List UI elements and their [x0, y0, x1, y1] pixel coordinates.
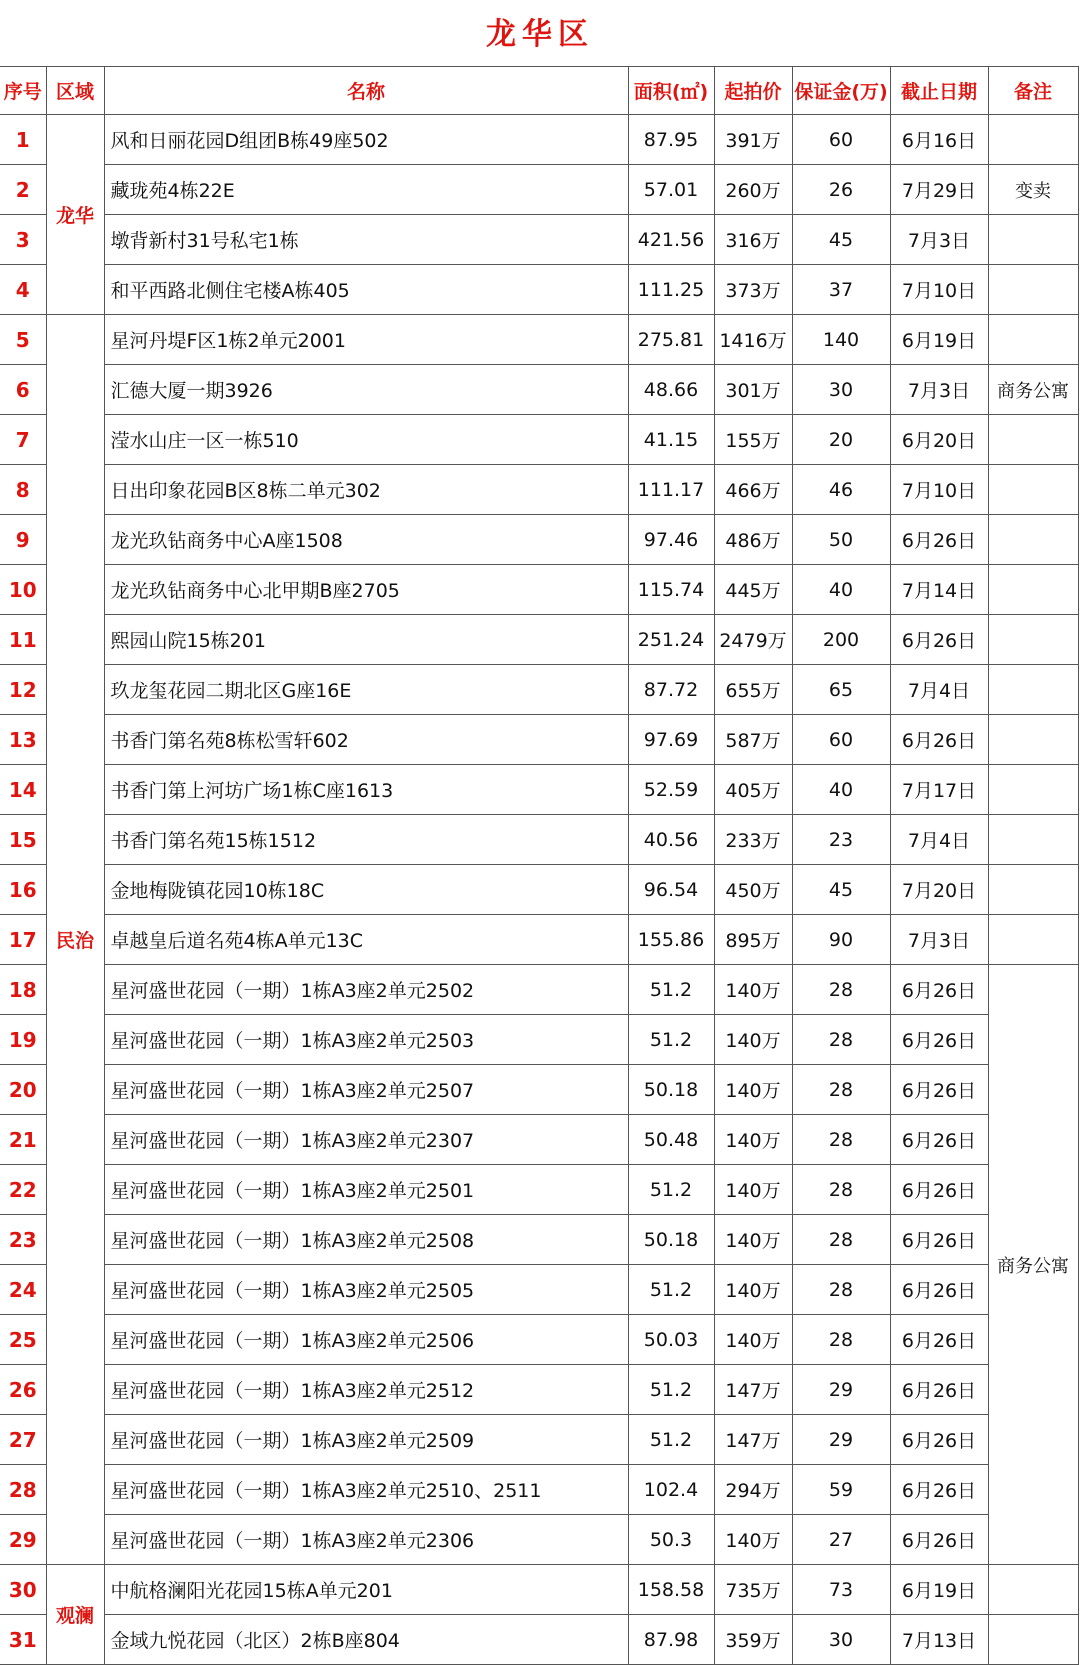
deposit-cell: 65	[792, 665, 890, 715]
table-row	[0, 1215, 1078, 1265]
row-number: 17	[0, 915, 46, 965]
area-cell: 51.2	[628, 1015, 714, 1065]
table-row	[0, 1115, 1078, 1165]
price-cell: 140万	[714, 1315, 792, 1365]
deadline-cell: 6月19日	[890, 1565, 988, 1615]
note-cell	[988, 565, 1078, 615]
deadline-cell: 6月26日	[890, 1215, 988, 1265]
row-number: 1	[0, 115, 46, 165]
table-row	[0, 965, 1078, 1015]
table-row	[0, 615, 1078, 665]
deposit-cell: 45	[792, 215, 890, 265]
price-cell: 140万	[714, 1015, 792, 1065]
table-row	[0, 315, 1078, 365]
row-number: 20	[0, 1065, 46, 1115]
table-row	[0, 565, 1078, 615]
deposit-cell: 20	[792, 415, 890, 465]
deadline-cell: 6月26日	[890, 615, 988, 665]
area-cell: 51.2	[628, 1265, 714, 1315]
property-name: 星河盛世花园（一期）1栋A3座2单元2501	[104, 1165, 628, 1215]
deadline-cell: 6月26日	[890, 1165, 988, 1215]
row-number: 15	[0, 815, 46, 865]
area-cell: 50.48	[628, 1115, 714, 1165]
header-cell: 面积(㎡)	[628, 67, 714, 115]
deposit-cell: 90	[792, 915, 890, 965]
table-row	[0, 1015, 1078, 1065]
area-cell: 102.4	[628, 1465, 714, 1515]
price-cell: 655万	[714, 665, 792, 715]
area-cell: 52.59	[628, 765, 714, 815]
district-cell: 龙华	[46, 115, 104, 315]
auction-table	[0, 66, 1079, 1665]
note-cell	[988, 765, 1078, 815]
header-cell: 序号	[0, 67, 46, 115]
deadline-cell: 6月26日	[890, 965, 988, 1015]
note-cell	[988, 265, 1078, 315]
deadline-cell: 6月26日	[890, 515, 988, 565]
deadline-cell: 7月3日	[890, 915, 988, 965]
property-name: 星河盛世花园（一期）1栋A3座2单元2512	[104, 1365, 628, 1415]
deposit-cell: 27	[792, 1515, 890, 1565]
row-number: 24	[0, 1265, 46, 1315]
deposit-cell: 60	[792, 115, 890, 165]
table-row	[0, 465, 1078, 515]
area-cell: 87.72	[628, 665, 714, 715]
area-cell: 115.74	[628, 565, 714, 615]
deposit-cell: 23	[792, 815, 890, 865]
row-number: 8	[0, 465, 46, 515]
note-cell	[988, 665, 1078, 715]
row-number: 26	[0, 1365, 46, 1415]
row-number: 11	[0, 615, 46, 665]
row-number: 4	[0, 265, 46, 315]
area-cell: 40.56	[628, 815, 714, 865]
table-row	[0, 1165, 1078, 1215]
price-cell: 486万	[714, 515, 792, 565]
deposit-cell: 30	[792, 1615, 890, 1665]
table-row	[0, 1465, 1078, 1515]
row-number: 21	[0, 1115, 46, 1165]
price-cell: 140万	[714, 1265, 792, 1315]
property-name: 和平西路北侧住宅楼A栋405	[104, 265, 628, 315]
deadline-cell: 6月26日	[890, 1265, 988, 1315]
property-name: 滢水山庄一区一栋510	[104, 415, 628, 465]
note-cell	[988, 865, 1078, 915]
deadline-cell: 6月26日	[890, 1465, 988, 1515]
property-name: 星河盛世花园（一期）1栋A3座2单元2506	[104, 1315, 628, 1365]
price-cell: 1416万	[714, 315, 792, 365]
note-cell	[988, 215, 1078, 265]
deposit-cell: 29	[792, 1415, 890, 1465]
deposit-cell: 29	[792, 1365, 890, 1415]
deposit-cell: 60	[792, 715, 890, 765]
table-row	[0, 365, 1078, 415]
property-name: 星河盛世花园（一期）1栋A3座2单元2307	[104, 1115, 628, 1165]
note-cell	[988, 615, 1078, 665]
deposit-cell: 73	[792, 1565, 890, 1615]
note-cell: 变卖	[988, 165, 1078, 215]
price-cell: 140万	[714, 1165, 792, 1215]
table-row	[0, 1365, 1078, 1415]
row-number: 12	[0, 665, 46, 715]
area-cell: 158.58	[628, 1565, 714, 1615]
row-number: 2	[0, 165, 46, 215]
note-cell	[988, 715, 1078, 765]
deposit-cell: 37	[792, 265, 890, 315]
price-cell: 260万	[714, 165, 792, 215]
price-cell: 359万	[714, 1615, 792, 1665]
deadline-cell: 7月3日	[890, 215, 988, 265]
deadline-cell: 6月20日	[890, 415, 988, 465]
deposit-cell: 26	[792, 165, 890, 215]
deposit-cell: 28	[792, 1115, 890, 1165]
price-cell: 155万	[714, 415, 792, 465]
note-cell	[988, 915, 1078, 965]
deadline-cell: 6月26日	[890, 1415, 988, 1465]
note-cell: 商务公寓	[988, 365, 1078, 415]
price-cell: 466万	[714, 465, 792, 515]
deadline-cell: 7月17日	[890, 765, 988, 815]
area-cell: 50.3	[628, 1515, 714, 1565]
deposit-cell: 28	[792, 965, 890, 1015]
table-row	[0, 115, 1078, 165]
property-name: 星河盛世花园（一期）1栋A3座2单元2502	[104, 965, 628, 1015]
table-row	[0, 1565, 1078, 1615]
property-name: 龙光玖钻商务中心A座1508	[104, 515, 628, 565]
table-row	[0, 665, 1078, 715]
row-number: 27	[0, 1415, 46, 1465]
property-name: 星河盛世花园（一期）1栋A3座2单元2503	[104, 1015, 628, 1065]
row-number: 29	[0, 1515, 46, 1565]
deposit-cell: 28	[792, 1065, 890, 1115]
price-cell: 450万	[714, 865, 792, 915]
deposit-cell: 40	[792, 565, 890, 615]
row-number: 28	[0, 1465, 46, 1515]
deadline-cell: 7月13日	[890, 1615, 988, 1665]
row-number: 5	[0, 315, 46, 365]
row-number: 3	[0, 215, 46, 265]
area-cell: 48.66	[628, 365, 714, 415]
deadline-cell: 6月16日	[890, 115, 988, 165]
property-name: 星河盛世花园（一期）1栋A3座2单元2507	[104, 1065, 628, 1115]
table-row	[0, 715, 1078, 765]
property-name: 玖龙玺花园二期北区G座16E	[104, 665, 628, 715]
deposit-cell: 28	[792, 1165, 890, 1215]
table-row	[0, 215, 1078, 265]
table-row	[0, 1265, 1078, 1315]
price-cell: 140万	[714, 1215, 792, 1265]
price-cell: 895万	[714, 915, 792, 965]
deadline-cell: 7月29日	[890, 165, 988, 215]
deadline-cell: 6月26日	[890, 1015, 988, 1065]
area-cell: 57.01	[628, 165, 714, 215]
table-row	[0, 165, 1078, 215]
area-cell: 111.17	[628, 465, 714, 515]
price-cell: 316万	[714, 215, 792, 265]
price-cell: 140万	[714, 1515, 792, 1565]
area-cell: 97.69	[628, 715, 714, 765]
deposit-cell: 30	[792, 365, 890, 415]
area-cell: 96.54	[628, 865, 714, 915]
note-cell	[988, 515, 1078, 565]
table-row	[0, 815, 1078, 865]
property-name: 星河盛世花园（一期）1栋A3座2单元2505	[104, 1265, 628, 1315]
note-cell	[988, 315, 1078, 365]
deadline-cell: 7月20日	[890, 865, 988, 915]
property-name: 墩背新村31号私宅1栋	[104, 215, 628, 265]
deposit-cell: 40	[792, 765, 890, 815]
deposit-cell: 28	[792, 1015, 890, 1065]
table-row	[0, 1415, 1078, 1465]
property-name: 书香门第名苑15栋1512	[104, 815, 628, 865]
property-name: 卓越皇后道名苑4栋A单元13C	[104, 915, 628, 965]
note-cell	[988, 465, 1078, 515]
note-cell-merged: 商务公寓	[988, 965, 1078, 1565]
price-cell: 140万	[714, 1065, 792, 1115]
property-name: 中航格澜阳光花园15栋A单元201	[104, 1565, 628, 1615]
table-row	[0, 1065, 1078, 1115]
header-cell: 区域	[46, 67, 104, 115]
row-number: 22	[0, 1165, 46, 1215]
page-title: 龙华区	[486, 17, 594, 52]
price-cell: 140万	[714, 965, 792, 1015]
property-name: 书香门第名苑8栋松雪轩602	[104, 715, 628, 765]
deposit-cell: 28	[792, 1265, 890, 1315]
price-cell: 233万	[714, 815, 792, 865]
property-name: 龙光玖钻商务中心北甲期B座2705	[104, 565, 628, 615]
deadline-cell: 7月3日	[890, 365, 988, 415]
deadline-cell: 6月26日	[890, 1065, 988, 1115]
deadline-cell: 7月10日	[890, 465, 988, 515]
header-row	[0, 67, 1078, 115]
price-cell: 373万	[714, 265, 792, 315]
deadline-cell: 6月26日	[890, 715, 988, 765]
district-cell: 民治	[46, 315, 104, 1565]
price-cell: 301万	[714, 365, 792, 415]
area-cell: 97.46	[628, 515, 714, 565]
deposit-cell: 46	[792, 465, 890, 515]
row-number: 30	[0, 1565, 46, 1615]
deadline-cell: 6月26日	[890, 1115, 988, 1165]
area-cell: 251.24	[628, 615, 714, 665]
area-cell: 51.2	[628, 965, 714, 1015]
deadline-cell: 6月26日	[890, 1515, 988, 1565]
deposit-cell: 28	[792, 1315, 890, 1365]
area-cell: 275.81	[628, 315, 714, 365]
area-cell: 50.18	[628, 1215, 714, 1265]
price-cell: 2479万	[714, 615, 792, 665]
deadline-cell: 6月19日	[890, 315, 988, 365]
area-cell: 41.15	[628, 415, 714, 465]
table-row	[0, 265, 1078, 315]
price-cell: 391万	[714, 115, 792, 165]
property-name: 金域九悦花园（北区）2栋B座804	[104, 1615, 628, 1665]
area-cell: 50.18	[628, 1065, 714, 1115]
area-cell: 51.2	[628, 1165, 714, 1215]
table-row	[0, 515, 1078, 565]
table-row	[0, 865, 1078, 915]
table-row	[0, 1315, 1078, 1365]
note-cell	[988, 115, 1078, 165]
row-number: 7	[0, 415, 46, 465]
price-cell: 294万	[714, 1465, 792, 1515]
deposit-cell: 50	[792, 515, 890, 565]
table-row	[0, 1615, 1078, 1665]
area-cell: 51.2	[628, 1415, 714, 1465]
property-name: 星河盛世花园（一期）1栋A3座2单元2508	[104, 1215, 628, 1265]
header-cell: 截止日期	[890, 67, 988, 115]
property-name: 风和日丽花园D组团B栋49座502	[104, 115, 628, 165]
header-cell: 名称	[104, 67, 628, 115]
property-name: 星河盛世花园（一期）1栋A3座2单元2510、2511	[104, 1465, 628, 1515]
property-name: 星河盛世花园（一期）1栋A3座2单元2306	[104, 1515, 628, 1565]
property-name: 日出印象花园B区8栋二单元302	[104, 465, 628, 515]
area-cell: 87.95	[628, 115, 714, 165]
price-cell: 587万	[714, 715, 792, 765]
table-row	[0, 915, 1078, 965]
header-cell: 备注	[988, 67, 1078, 115]
deadline-cell: 6月26日	[890, 1365, 988, 1415]
row-number: 16	[0, 865, 46, 915]
property-name: 汇德大厦一期3926	[104, 365, 628, 415]
row-number: 19	[0, 1015, 46, 1065]
district-cell: 观澜	[46, 1565, 104, 1665]
deposit-cell: 59	[792, 1465, 890, 1515]
property-name: 熙园山院15栋201	[104, 615, 628, 665]
price-cell: 140万	[714, 1115, 792, 1165]
row-number: 9	[0, 515, 46, 565]
row-number: 13	[0, 715, 46, 765]
area-cell: 50.03	[628, 1315, 714, 1365]
property-name: 书香门第上河坊广场1栋C座1613	[104, 765, 628, 815]
price-cell: 445万	[714, 565, 792, 615]
deadline-cell: 7月4日	[890, 815, 988, 865]
deadline-cell: 7月14日	[890, 565, 988, 615]
area-cell: 421.56	[628, 215, 714, 265]
note-cell	[988, 415, 1078, 465]
area-cell: 155.86	[628, 915, 714, 965]
price-cell: 405万	[714, 765, 792, 815]
property-name: 星河盛世花园（一期）1栋A3座2单元2509	[104, 1415, 628, 1465]
table-row	[0, 765, 1078, 815]
note-cell	[988, 1565, 1078, 1615]
row-number: 23	[0, 1215, 46, 1265]
table-row	[0, 1515, 1078, 1565]
row-number: 31	[0, 1615, 46, 1665]
area-cell: 51.2	[628, 1365, 714, 1415]
row-number: 25	[0, 1315, 46, 1365]
table-body	[0, 115, 1078, 1665]
property-name: 金地梅陇镇花园10栋18C	[104, 865, 628, 915]
price-cell: 147万	[714, 1415, 792, 1465]
row-number: 10	[0, 565, 46, 615]
table-row	[0, 415, 1078, 465]
note-cell	[988, 1615, 1078, 1665]
header-cell: 起拍价	[714, 67, 792, 115]
property-name: 藏珑苑4栋22E	[104, 165, 628, 215]
header-cell: 保证金(万)	[792, 67, 890, 115]
deadline-cell: 7月10日	[890, 265, 988, 315]
deposit-cell: 45	[792, 865, 890, 915]
deposit-cell: 140	[792, 315, 890, 365]
note-cell	[988, 815, 1078, 865]
property-name: 星河丹堤F区1栋2单元2001	[104, 315, 628, 365]
row-number: 6	[0, 365, 46, 415]
row-number: 14	[0, 765, 46, 815]
row-number: 18	[0, 965, 46, 1015]
deadline-cell: 6月26日	[890, 1315, 988, 1365]
price-cell: 147万	[714, 1365, 792, 1415]
deadline-cell: 7月4日	[890, 665, 988, 715]
deposit-cell: 200	[792, 615, 890, 665]
area-cell: 111.25	[628, 265, 714, 315]
area-cell: 87.98	[628, 1615, 714, 1665]
deposit-cell: 28	[792, 1215, 890, 1265]
price-cell: 735万	[714, 1565, 792, 1615]
